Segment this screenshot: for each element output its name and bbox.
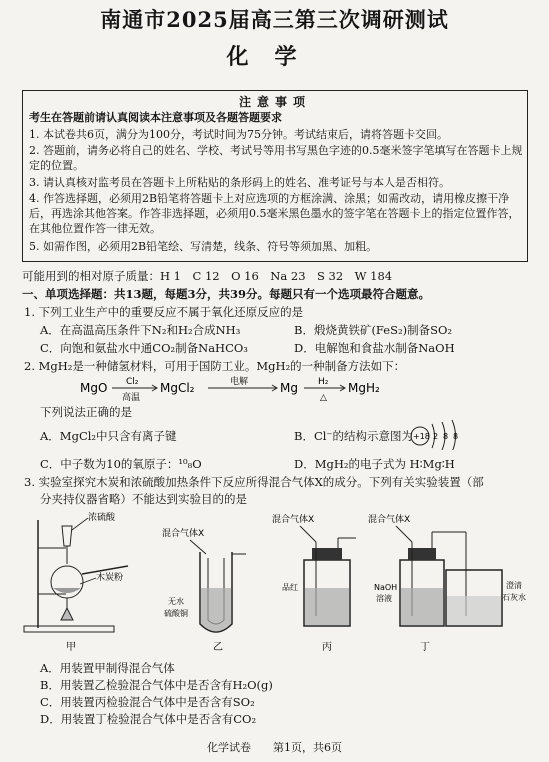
q2-option-d: D．MgH₂的电子式为 H∶Mg∶H xyxy=(294,457,455,471)
q3-option-a: A．用装置甲制得混合气体 xyxy=(40,661,175,675)
label-limewater-1: 澄清 xyxy=(506,581,522,590)
label-charcoal-powder: 木炭粉 xyxy=(96,573,124,583)
page-footer: 化学试卷 第1页，共6页 xyxy=(207,741,342,754)
nucleus-charge: +18 xyxy=(413,432,430,441)
label-gas-x-3: 混合气体X xyxy=(368,515,411,525)
notice-item-4: 4. 作答选择题，必须用2B铅笔将答题卡上对应选项的方框涂满、涂黑；如需改动，请用橡皮擦干净后，再选涂其他答案。作答非选择题，必须用0.5毫米黑色墨水的签字笔在答题卡上的指定位置作答，在其他位置作答一律无效。 xyxy=(29,192,520,235)
q2-option-c: C．中子数为10的氧原子：¹⁰₈O xyxy=(40,457,202,471)
atomic-masses: 可能用到的相对原子质量：H 1 C 12 O 16 Na 23 S 32 W 184 xyxy=(22,269,393,283)
q2-option-a: A．MgCl₂中只含有离子键 xyxy=(40,429,177,443)
notice-heading: 注意事项 xyxy=(238,95,311,109)
exam-title: 南通市2025届高三第三次调研测试 xyxy=(100,7,449,32)
flow-mg: Mg xyxy=(280,381,298,395)
q1-option-c: C．向饱和氨盐水中通CO₂制备NaHCO₃ xyxy=(40,341,248,355)
q2-option-b: B．Cl⁻的结构示意图为 xyxy=(294,429,413,443)
apparatus-ding xyxy=(368,513,526,653)
notice-box xyxy=(22,90,528,262)
q3-option-b: B．用装置乙检验混合气体中是否含有H₂O(g) xyxy=(40,678,273,692)
apparatus-label-bing: 丙 xyxy=(322,642,332,653)
subject-title: 化学 xyxy=(226,44,323,70)
label-magenta: 品红 xyxy=(282,583,298,592)
apparatus-label-ding: 丁 xyxy=(420,642,430,653)
flow-electrolysis: 电解 xyxy=(230,377,249,387)
label-anhydrous-1: 无水 xyxy=(168,597,184,606)
q3-stem-line-1: 3. 实验室探究木炭和浓硫酸加热条件下反应所得混合气体X的成分。下列有关实验装置（部 xyxy=(24,475,484,489)
flow-heat: △ xyxy=(320,393,327,403)
shell-1-count: 2 xyxy=(433,432,439,441)
label-limewater-2: 石灰水 xyxy=(502,593,526,602)
label-naoh-1: NaOH xyxy=(374,583,398,592)
flow-high-temp: 高温 xyxy=(122,393,141,403)
apparatus-bing xyxy=(272,513,356,653)
label-conc-sulfuric-acid: 浓硫酸 xyxy=(88,513,116,523)
shell-3-count: 8 xyxy=(453,432,459,441)
q1-option-b: B．煅烧黄铁矿(FeS₂)制备SO₂ xyxy=(294,323,452,337)
section-heading: 一、单项选择题：共13题，每题3分，共39分。每题只有一个选项最符合题意。 xyxy=(22,287,431,301)
label-anhydrous-2: 硫酸铜 xyxy=(164,609,188,618)
q1-option-d: D．电解饱和食盐水制备NaOH xyxy=(294,341,455,355)
label-naoh-2: 溶液 xyxy=(376,594,392,603)
notice-item-5: 5. 如需作图，必须用2B铅笔绘、写清楚，线条、符号等须加黑、加粗。 xyxy=(29,240,378,253)
notice-item-3: 3. 请认真核对监考员在答题卡上所粘贴的条形码上的姓名、准考证号与本人是否相符。 xyxy=(29,176,450,189)
q1-option-a: A．在高温高压条件下N₂和H₂合成NH₃ xyxy=(40,323,241,337)
apparatus-jia xyxy=(24,511,128,653)
notice-item-1: 1. 本试卷共6页，满分为100分，考试时间为75分钟。考试结束后，请将答题卡交回。 xyxy=(29,128,448,141)
q3-apparatus-figure xyxy=(20,508,530,654)
chloride-ion-structure-diagram xyxy=(410,414,470,450)
apparatus-yi xyxy=(162,527,246,653)
q2-prompt: 下列说法正确的是 xyxy=(40,405,132,419)
q3-option-c: C．用装置丙检验混合气体中是否含有SO₂ xyxy=(40,695,255,709)
label-gas-x-1: 混合气体X xyxy=(162,529,205,539)
notice-subheading: 考生在答题前请认真阅读本注意事项及各题答题要求 xyxy=(29,111,282,124)
q2-reaction-flow xyxy=(80,374,410,404)
q2-stem: 2. MgH₂是一种储氢材料，可用于国防工业。MgH₂的一种制备方法如下： xyxy=(24,359,406,373)
shell-2-count: 8 xyxy=(443,432,449,441)
q1-stem: 1. 下列工业生产中的重要反应不属于氧化还原反应的是 xyxy=(24,305,304,319)
apparatus-label-jia: 甲 xyxy=(66,642,76,653)
q3-option-d: D．用装置丁检验混合气体中是否含有CO₂ xyxy=(40,712,257,726)
flow-mgo: MgO xyxy=(80,381,108,395)
q3-stem-line-2: 分夹持仪器省略）不能达到实验目的的是 xyxy=(40,492,247,506)
flow-h2: H₂ xyxy=(318,377,329,387)
notice-item-2: 2. 答题前，请务必将自己的姓名、学校、考试号等用书写黑色字迹的0.5毫米签字笔填写在答题卡上规定的位置。 xyxy=(29,144,523,172)
label-gas-x-2: 混合气体X xyxy=(272,515,315,525)
apparatus-label-yi: 乙 xyxy=(213,642,223,653)
flow-mgcl2: MgCl₂ xyxy=(160,381,195,395)
flow-cl2: Cl₂ xyxy=(126,377,139,387)
flow-mgh2: MgH₂ xyxy=(348,381,380,395)
